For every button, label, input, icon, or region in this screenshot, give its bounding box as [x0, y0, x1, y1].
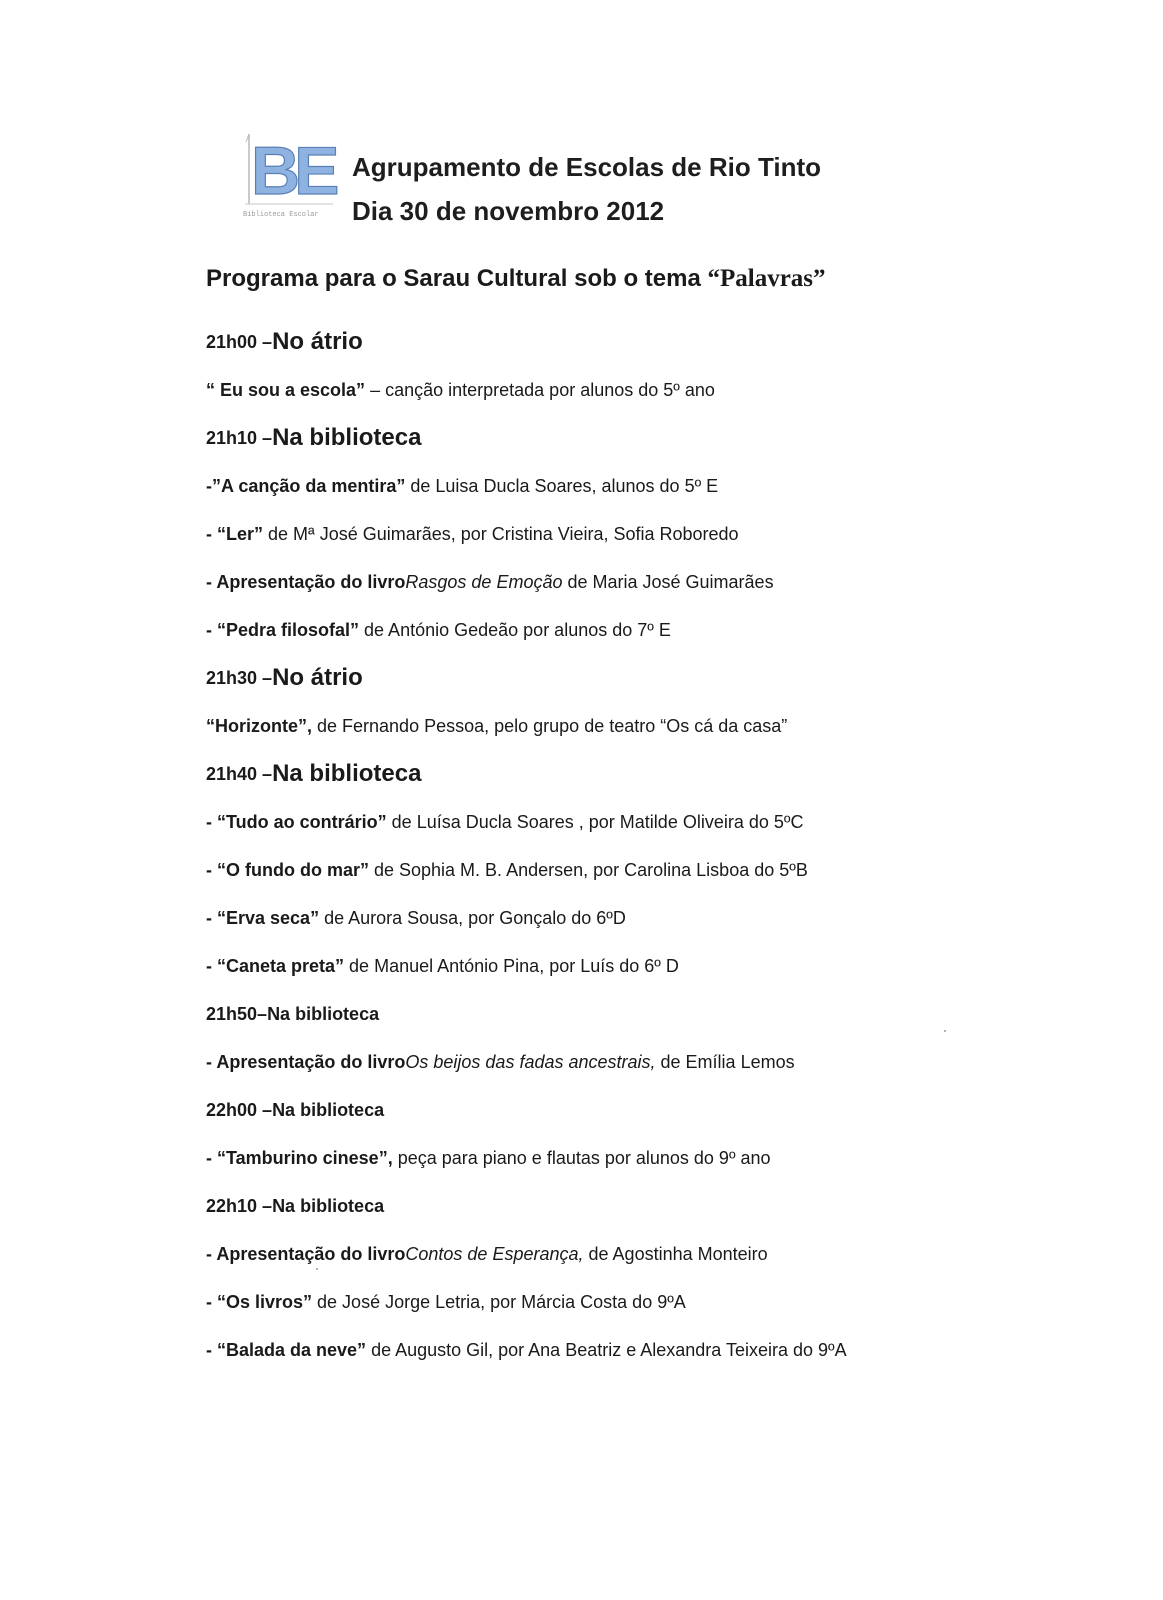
item-title: “Horizonte”,	[206, 715, 312, 736]
slot-location: Na biblioteca	[272, 1195, 385, 1216]
slot-time: 22h10 –	[206, 1195, 273, 1216]
item-title: - “Pedra filosofal”	[206, 619, 360, 640]
item-title: “ Eu sou a escola”	[206, 379, 366, 400]
program-theme: “Palavras”	[707, 265, 826, 292]
program-item	[206, 558, 1106, 606]
program-item	[206, 1326, 1106, 1374]
school-name: Agrupamento de Escolas de Rio Tinto	[352, 152, 822, 182]
event-date: Dia 30 de novembro 2012	[352, 196, 665, 226]
slot-location: Na biblioteca	[272, 424, 422, 451]
item-title: - “Caneta preta”	[206, 955, 345, 976]
item-details: de Mª José Guimarães, por Cristina Vieira, Sofia Roboredo	[263, 523, 739, 544]
scan-speck	[944, 1030, 946, 1032]
item-title: - “Ler”	[206, 523, 264, 544]
slot-time: 21h40 –	[206, 763, 273, 784]
item-details: de Manuel António Pina, por Luís do 6º D	[344, 955, 679, 976]
time-slot-heading	[206, 414, 1106, 462]
book-title: Contos de Esperança,	[405, 1243, 584, 1264]
slot-time: 21h50–	[206, 1003, 268, 1024]
time-slot-heading	[206, 1086, 1106, 1134]
time-slot-heading	[206, 654, 1106, 702]
item-title: - “Erva seca”	[206, 907, 320, 928]
program-item	[206, 846, 1106, 894]
library-logo	[243, 130, 338, 220]
item-title: - “Tamburino cinese”,	[206, 1147, 393, 1168]
slot-location: No átrio	[272, 328, 363, 355]
time-slot-heading	[206, 1182, 1106, 1230]
book-title: Os beijos das fadas ancestrais,	[405, 1051, 656, 1072]
item-title: - “Tudo ao contrário”	[206, 811, 387, 832]
logo-letters: BE	[251, 133, 334, 209]
book-title: Rasgos de Emoção	[405, 571, 563, 592]
item-details: de Sophia M. B. Andersen, por Carolina Lisboa do 5ºB	[368, 859, 808, 880]
item-details: de José Jorge Letria, por Márcia Costa do 9ºA	[312, 1291, 686, 1312]
program-item	[206, 942, 1106, 990]
program-title	[206, 265, 826, 293]
program-title-text: Programa para o Sarau Cultural sob o tema	[206, 265, 701, 292]
slot-time: 21h00 –	[206, 331, 273, 352]
program-item	[206, 702, 1106, 750]
program-item	[206, 462, 1106, 510]
slot-time: 21h30 –	[206, 667, 273, 688]
header	[352, 145, 821, 233]
program-item	[206, 1278, 1106, 1326]
time-slot-heading	[206, 990, 1106, 1038]
program-item	[206, 798, 1106, 846]
slot-time: 21h10 –	[206, 427, 273, 448]
program-item	[206, 606, 1106, 654]
item-details: de Luísa Ducla Soares , por Matilde Oliveira do 5ºC	[386, 811, 804, 832]
item-details: de Maria José Guimarães	[562, 571, 774, 592]
item-title: - “Balada da neve”	[206, 1339, 367, 1360]
item-details: de Emília Lemos	[655, 1051, 795, 1072]
item-details: de Aurora Sousa, por Gonçalo do 6ºD	[319, 907, 626, 928]
schedule	[206, 318, 1106, 1374]
time-slot-heading	[206, 318, 1106, 366]
item-details: de Augusto Gil, por Ana Beatriz e Alexandra Teixeira do 9ºA	[366, 1339, 847, 1360]
item-title: - “O fundo do mar”	[206, 859, 369, 880]
program-item	[206, 510, 1106, 558]
item-title: - Apresentação do livro	[206, 571, 406, 592]
slot-time: 22h00 –	[206, 1099, 273, 1120]
item-details: – canção interpretada por alunos do 5º ano	[365, 379, 715, 400]
item-details: de Fernando Pessoa, pelo grupo de teatro “Os cá da casa”	[312, 715, 788, 736]
program-item	[206, 894, 1106, 942]
item-title: - Apresentação do livro	[206, 1243, 406, 1264]
item-details: de Luisa Ducla Soares, alunos do 5º E	[405, 475, 719, 496]
slot-location: Na biblioteca	[267, 1003, 380, 1024]
slot-location: Na biblioteca	[272, 760, 422, 787]
program-item	[206, 366, 1106, 414]
time-slot-heading	[206, 750, 1106, 798]
scan-speck	[316, 1268, 318, 1270]
program-item	[206, 1134, 1106, 1182]
item-details: de António Gedeão por alunos do 7º E	[359, 619, 671, 640]
slot-location: Na biblioteca	[272, 1099, 385, 1120]
slot-location: No átrio	[272, 664, 363, 691]
item-title: -”A canção da mentira”	[206, 475, 406, 496]
logo-caption: Biblioteca Escolar	[243, 211, 319, 219]
item-details: de Agostinha Monteiro	[583, 1243, 768, 1264]
program-item	[206, 1230, 1106, 1278]
item-details: peça para piano e flautas por alunos do 9º ano	[392, 1147, 771, 1168]
item-title: - Apresentação do livro	[206, 1051, 406, 1072]
program-item	[206, 1038, 1106, 1086]
item-title: - “Os livros”	[206, 1291, 313, 1312]
